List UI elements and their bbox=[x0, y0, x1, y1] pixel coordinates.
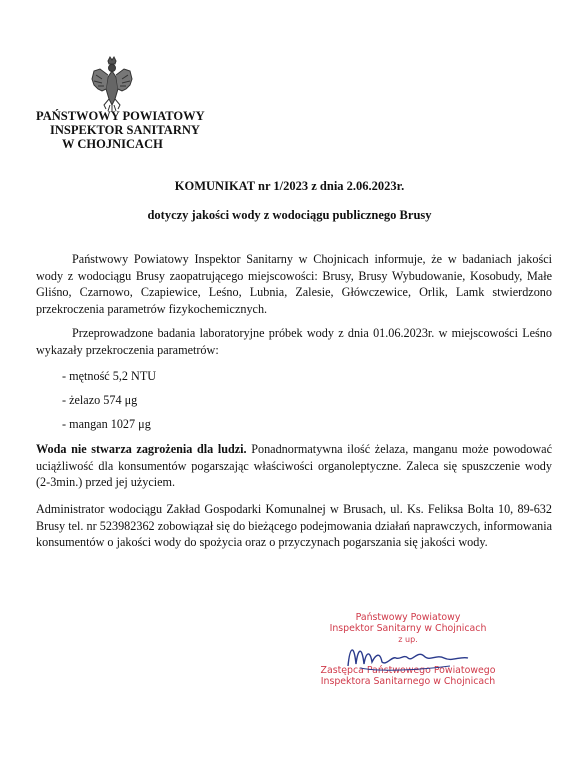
authority-heading bbox=[36, 109, 216, 151]
handwritten-signature bbox=[340, 636, 490, 676]
list-item-manganese: - mangan 1027 μg bbox=[62, 417, 151, 431]
authority-line-2: INSPEKTOR SANITARNY bbox=[50, 123, 200, 137]
stamp-line-1: Państwowy Powiatowy bbox=[355, 612, 461, 623]
stamp-line-2: Inspektor Sanitarny w Chojnicach bbox=[329, 623, 487, 634]
authority-line-1: PAŃSTWOWY POWIATOWY bbox=[36, 109, 205, 123]
polish-eagle-emblem-icon bbox=[88, 55, 136, 113]
authority-line-3: W CHOJNICACH bbox=[62, 137, 163, 151]
paragraph-intro: Państwowy Powiatowy Inspektor Sanitarny w Chojnicach informuje, że w badaniach jakości wody z wodociągu Brusy zaopatrującego miejscowości: Brusy, Brusy Wybudowanie, Kosobudy, Małe Gliśno, Czarnowo, Czapiewice, Leśno, Lubnia, Zalesie, Główczewice, Orlik, Lamk stwierdzono przekroczenia parametrów fizykochemicznych. bbox=[36, 252, 552, 316]
stamp-line-3: z up. bbox=[398, 635, 418, 644]
document-title: KOMUNIKAT nr 1/2023 z dnia 2.06.2023r. bbox=[174, 179, 405, 193]
stamp-line-4: Zastępca Państwowego Powiatowego bbox=[320, 665, 496, 676]
stamp-line-5: Inspektora Sanitarnego w Chojnicach bbox=[320, 676, 496, 687]
safety-details: Ponadnormatywna ilość żelaza, manganu może powodować uciążliwość dla konsumentów pogarszając właściwości organoleptyczne. Zaleca się spuszczenie wody (2-3min.) przed jej użyciem. bbox=[36, 442, 552, 489]
safety-statement: Woda nie stwarza zagrożenia dla ludzi. bbox=[36, 442, 247, 456]
list-item-iron: - żelazo 574 μg bbox=[62, 393, 138, 407]
paragraph-tests: Przeprowadzone badania laboratoryjne próbek wody z dnia 01.06.2023r. w miejscowości Leśno wykazały przekroczenia parametrów: bbox=[36, 326, 552, 357]
paragraph-safety bbox=[36, 441, 552, 491]
document-subtitle: dotyczy jakości wody z wodociągu publicznego Brusy bbox=[147, 208, 432, 222]
list-item-turbidity: - mętność 5,2 NTU bbox=[62, 369, 157, 383]
paragraph-administrator: Administrator wodociągu Zakład Gospodarki Komunalnej w Brusach, ul. Ks. Feliksa Bolta 10, 89-632 Brusy tel. nr 523982362 zobowiązał się do bieżącego podejmowania działań naprawczych, informowania konsumentów o jakości wody do spożycia oraz o przyczynach pogarszania się jakości wody. bbox=[36, 502, 552, 549]
